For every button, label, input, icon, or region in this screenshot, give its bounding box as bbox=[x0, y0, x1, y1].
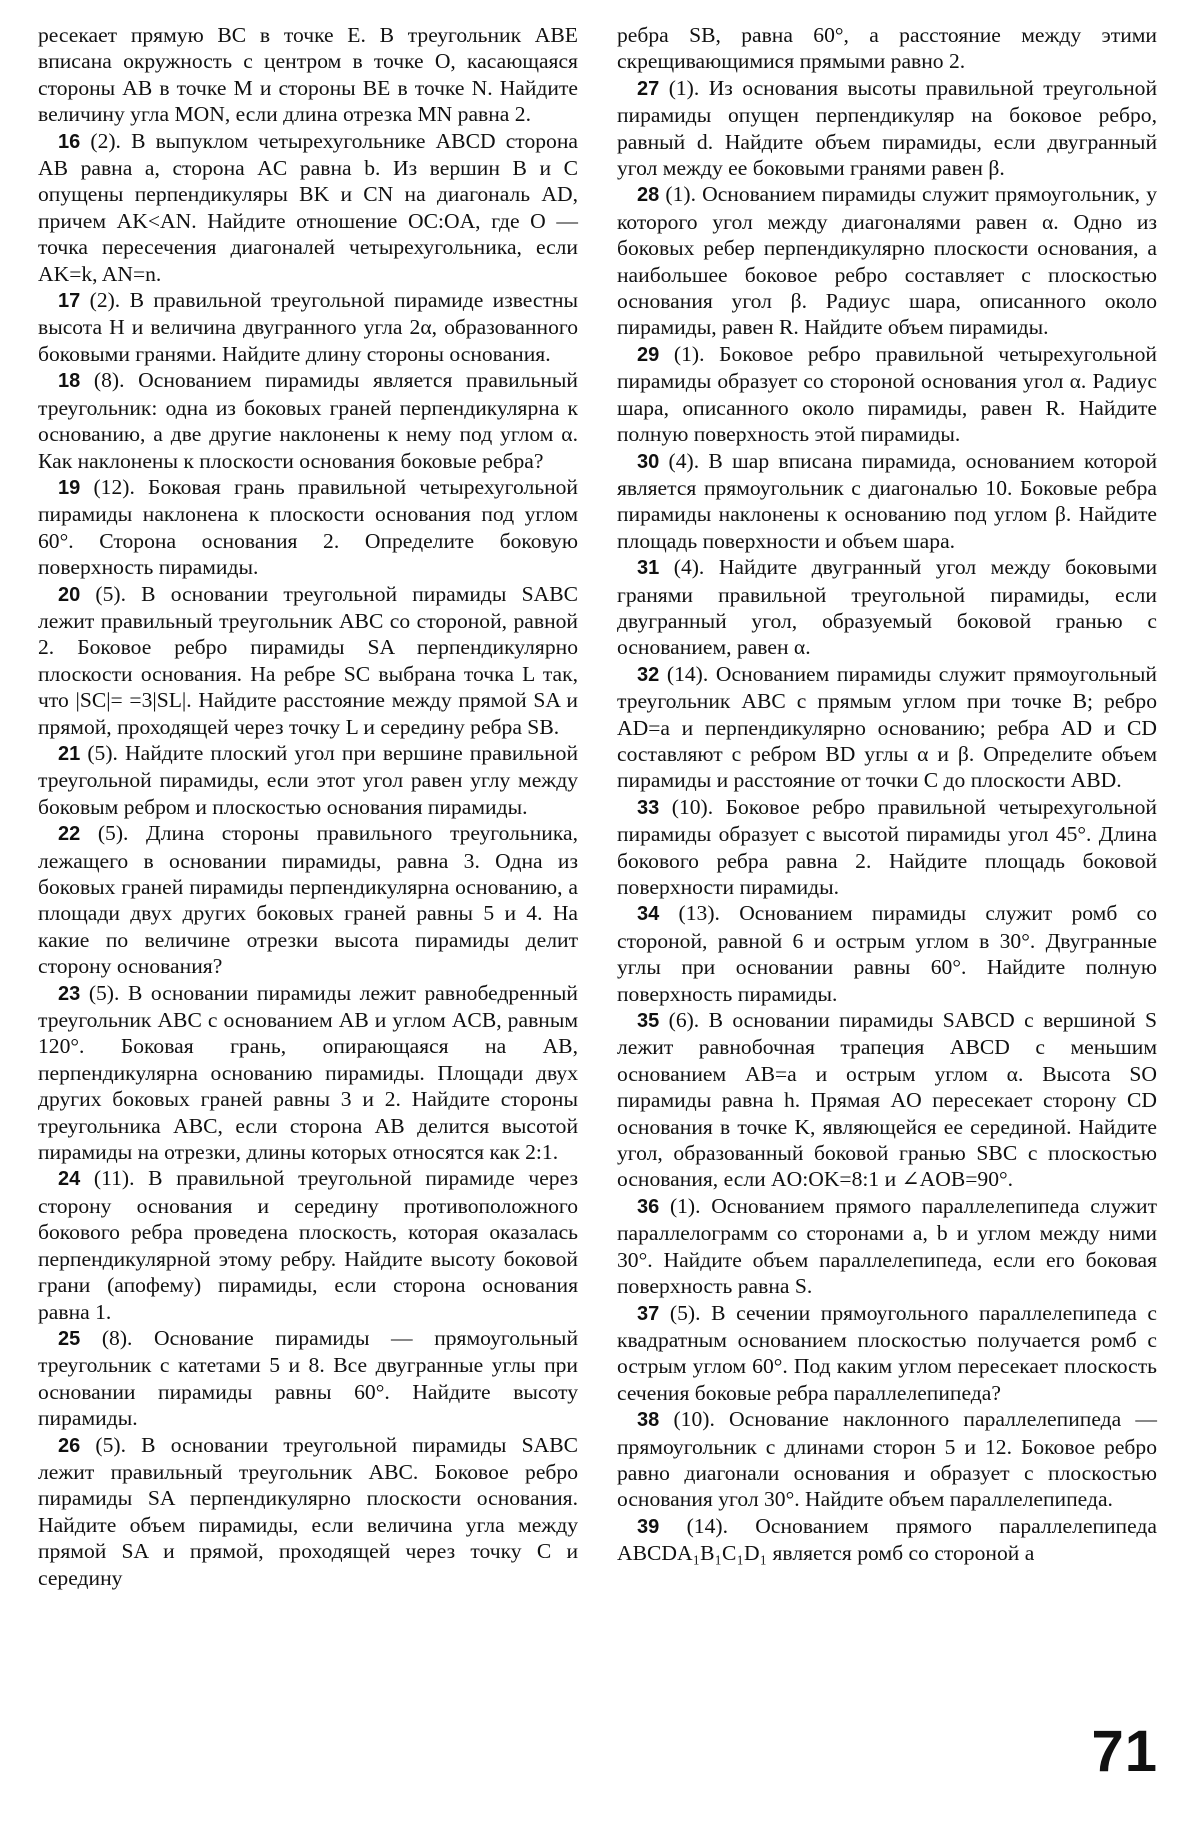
problem-text: (1). Боковое ребро правильной четырехугольной пирамиды образует со стороной основания угол α. Радиус шара, описанного около пирамиды, равен R. Найдите полную поверхность этой пирамиды. bbox=[617, 341, 1157, 447]
problem-37 bbox=[617, 1300, 1157, 1407]
problem-number: 16 bbox=[58, 130, 81, 153]
problem-17 bbox=[38, 287, 578, 367]
problem-text: (11). В правильной треугольной пирамиде через сторону основания и середину противоположного бокового ребра проведена плоскость, которая оказалась перпендикулярной этому ребру. Найдите высоту боковой грани (апофему) пирамиды, если сторона основания равна 1. bbox=[38, 1166, 578, 1324]
problem-text: (1). Из основания высоты правильной треугольной пирамиды опущен перпендикуляр на боковое ребро, равный d. Найдите объем пирамиды, если двугранный угол между ее боковыми гранями равен β. bbox=[617, 75, 1157, 181]
problem-text: (5). В основании треугольной пирамиды SABC лежит правильный треугольник ABC. Боковое ребро пирамиды SA перпендикулярно плоскости основания. Найдите объем пирамиды, если величина угла между прямой SA и прямой, проходящей через точку C и середину bbox=[38, 1432, 578, 1590]
problem-text: ребра SB, равна 60°, а расстояние между этими скрещивающимися прямыми равно 2. bbox=[617, 23, 1157, 74]
problem-24 bbox=[38, 1165, 578, 1324]
problem-38 bbox=[617, 1406, 1157, 1513]
problem-text: (5). В основании пирамиды лежит равнобедренный треугольник ABC с основанием AB и углом ACB, равным 120°. Боковая грань, опирающаяся на AB, перпендикулярна основанию пирамиды. Площади двух других боковых граней равны 3 и 2. Найдите стороны треугольника ABC, если сторона AB делится высотой пирамиды на отрезки, длины которых относятся как 2:1. bbox=[38, 980, 578, 1165]
problem-29 bbox=[617, 341, 1157, 448]
problem-18 bbox=[38, 367, 578, 474]
problem-number: 24 bbox=[58, 1168, 81, 1191]
problem-text: (10). Боковое ребро правильной четырехугольной пирамиды образует с высотой пирамиды угол 45°. Длина бокового ребра равна 2. Найдите площадь боковой поверхности пирамиды. bbox=[617, 794, 1157, 899]
problem-30 bbox=[617, 448, 1157, 555]
problem-text: (10). Основание наклонного параллелепипеда — прямоугольник с длинами сторон 5 и 12. Боковое ребро равно диагонали основания и образует с плоскостью основания угол 30°. Найдите объем параллелепипеда. bbox=[617, 1407, 1157, 1512]
problem-text: (5). Найдите плоский угол при вершине правильной треугольной пирамиды, если этот угол равен углу между боковым ребром и плоскостью основания пирамиды. bbox=[38, 740, 578, 819]
problem-text: (4). Найдите двугранный угол между боковыми гранями правильной треугольной пирамиды, если двугранный угол, образуемый боковой гранью с основанием, равен α. bbox=[617, 555, 1157, 660]
problem-text: (1). Основанием пирамиды служит прямоугольник, у которого угол между диагоналями равен α. Одно из боковых ребер перпендикулярно плоскости основания, а наибольшее боковое ребро составляет с плоскостью основания угол β. Радиус шара, описанного около пирамиды, равен R. Найдите объем пирамиды. bbox=[617, 182, 1157, 340]
problem-text: (4). В шар вписана пирамида, основанием которой является прямоугольник с диагональю 10. Боковые ребра пирамиды наклонены к основанию под углом β. Найдите площадь поверхности и объем шара. bbox=[617, 448, 1157, 553]
problem-text: (14). Основанием пирамиды служит прямоугольный треугольник ABC с прямым углом при точке B; ребро AD=a и перпендикулярно основанию; ребра AD и CD составляют с ребром BD углы α и β. Определите объем пирамиды и расстояние от точки C до плоскости ABD. bbox=[617, 661, 1157, 793]
problem-23 bbox=[38, 980, 578, 1166]
problem-19 bbox=[38, 474, 578, 581]
problem-number: 32 bbox=[637, 663, 660, 686]
problem-number: 34 bbox=[637, 903, 660, 926]
problem-text: (14). Основанием прямого параллелепипеда ABCDA₁B₁C₁D₁ является ромб со стороной a bbox=[617, 1513, 1157, 1566]
problem-34 bbox=[617, 900, 1157, 1007]
problem-text: (6). В основании пирамиды SABCD с вершиной S лежит равнобочная трапеция ABCD с меньшим основанием AB=a и острым углом α. Высота SO пирамиды равна h. Прямая AO пересекает сторону CD основания в точке K, являющейся ее серединой. Найдите угол, образованный боковой гранью SBC с плоскостью основания, если AO:OK=8:1 и ∠AOB=90°. bbox=[617, 1008, 1157, 1192]
problem-number: 28 bbox=[637, 184, 660, 207]
problem-22 bbox=[38, 820, 578, 979]
problem-number: 36 bbox=[637, 1195, 660, 1218]
problem-36 bbox=[617, 1193, 1157, 1300]
problem-text: (5). Длина стороны правильного треугольника, лежащего в основании пирамиды, равна 3. Одна из боковых граней пирамиды перпендикулярна основанию, а площади двух других боковых граней равны 5 и 4. На какие по величине отрезки высота пирамиды делит сторону основания? bbox=[38, 821, 578, 979]
problem-text: (13). Основанием пирамиды служит ромб со стороной, равной 6 и острым углом в 30°. Двугранные углы при основании равны 60°. Найдите полную поверхность пирамиды. bbox=[617, 901, 1157, 1006]
problem-26 bbox=[38, 1432, 578, 1591]
problem-35 bbox=[617, 1007, 1157, 1193]
problem-number: 33 bbox=[637, 796, 660, 819]
problem-number: 26 bbox=[58, 1434, 81, 1457]
problem-number: 39 bbox=[637, 1515, 660, 1538]
problem-text: (1). Основанием прямого параллелепипеда служит параллелограмм со сторонами a, b и углом между ними 30°. Найдите объем параллелепипеда, если его боковая поверхность равна S. bbox=[617, 1193, 1158, 1299]
problem-number: 20 bbox=[58, 583, 81, 606]
problem-20 bbox=[38, 581, 578, 740]
problem-text: (2). В выпуклом четырехугольнике ABCD сторона AB равна a, сторона AC равна b. Из вершин B и C опущены перпендикуляры BK и CN на диагональ AD, причем AK<AN. Найдите отношение OC:OA, где O — точка пересечения диагоналей четырехугольника, если AK=k, AN=n. bbox=[38, 128, 578, 286]
problem-text: (8). Основанием пирамиды является правильный треугольник: одна из боковых граней перпендикулярна к основанию, а две другие наклонены к нему под углом α. Как наклонены к плоскости основания боковые ребра? bbox=[38, 368, 578, 473]
left-column bbox=[38, 22, 578, 1591]
problem-number: 30 bbox=[637, 450, 660, 473]
problem-number: 21 bbox=[58, 742, 81, 765]
problem-number: 27 bbox=[637, 77, 660, 100]
problem-27 bbox=[617, 75, 1157, 182]
problem-number: 19 bbox=[58, 476, 81, 499]
problem-39 bbox=[617, 1513, 1157, 1567]
problem-number: 23 bbox=[58, 982, 81, 1005]
problem-text: ресекает прямую BC в точке E. В треугольник ABE вписана окружность с центром в точке O, касающаяся стороны AB в точке M и стороны BE в точке N. Найдите величину угла MON, если длина отрезка MN равна 2. bbox=[38, 23, 578, 127]
continued-text bbox=[38, 22, 578, 128]
problem-number: 29 bbox=[637, 343, 660, 366]
page-number: 71 bbox=[1091, 1719, 1158, 1784]
problem-33 bbox=[617, 794, 1157, 901]
problem-text: (2). В правильной треугольной пирамиде известны высота H и величина двугранного угла 2α, образованного боковыми гранями. Найдите длину стороны основания. bbox=[38, 288, 579, 366]
problem-text: (12). Боковая грань правильной четырехугольной пирамиды наклонена к плоскости основания под углом 60°. Сторона основания 2. Определите боковую поверхность пирамиды. bbox=[38, 474, 578, 580]
problem-31 bbox=[617, 554, 1157, 661]
right-column bbox=[617, 22, 1157, 1567]
problem-25 bbox=[38, 1325, 578, 1432]
problem-16 bbox=[38, 128, 578, 287]
problem-number: 31 bbox=[637, 557, 660, 580]
problem-32 bbox=[617, 661, 1157, 794]
problem-28 bbox=[617, 181, 1157, 340]
problem-number: 38 bbox=[637, 1409, 660, 1432]
problem-number: 37 bbox=[637, 1302, 660, 1325]
problem-number: 25 bbox=[58, 1327, 81, 1350]
continued-text bbox=[617, 22, 1157, 75]
problem-number: 35 bbox=[637, 1010, 660, 1033]
problem-21 bbox=[38, 740, 578, 820]
problem-number: 18 bbox=[58, 370, 81, 393]
problem-number: 17 bbox=[58, 290, 81, 313]
problem-number: 22 bbox=[58, 823, 81, 846]
problem-text: (8). Основание пирамиды — прямоугольный треугольник с катетами 5 и 8. Все двугранные углы при основании пирамиды равны 60°. Найдите высоту пирамиды. bbox=[38, 1325, 578, 1431]
problem-text: (5). В сечении прямоугольного параллелепипеда с квадратным основанием плоскостью получается ромб с острым углом 60°. Под каким углом пересекает плоскость сечения боковые ребра параллелепипеда? bbox=[617, 1300, 1157, 1405]
problem-text: (5). В основании треугольной пирамиды SABC лежит правильный треугольник ABC со стороной, равной 2. Боковое ребро пирамиды SA перпендикулярно плоскости основания. На ребре SC выбрана точка L так, что |SC|= =3|SL|. Найдите расстояние между прямой SA и прямой, проходящей через точку L и середину ребра SB. bbox=[38, 581, 578, 739]
